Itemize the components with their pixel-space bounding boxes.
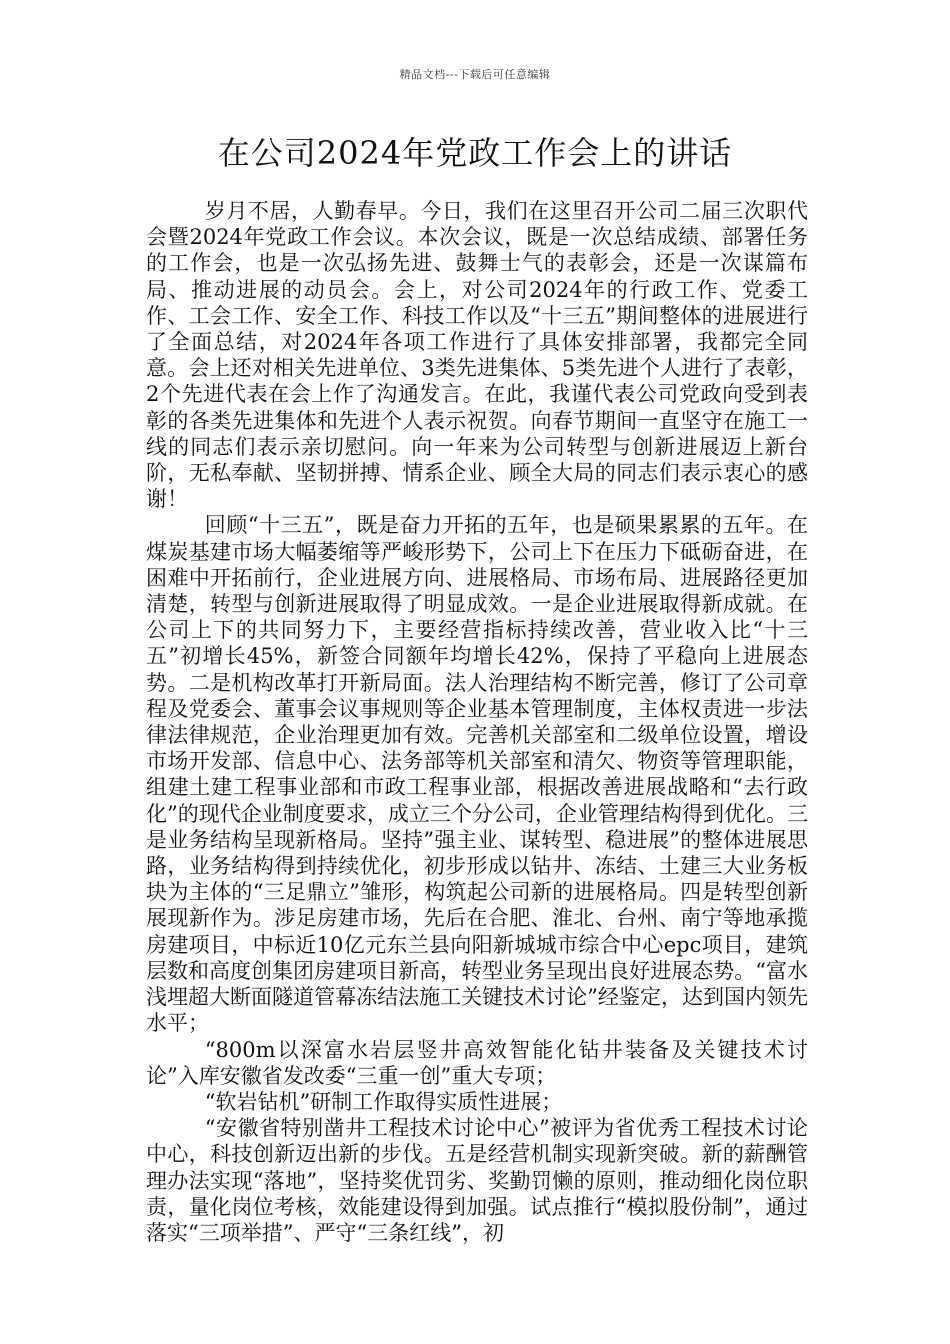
document-body — [146, 198, 808, 1246]
body-paragraph: “软岩钻机”研制工作取得实质性进展； — [204, 1089, 563, 1114]
body-paragraph: “安徽省特别凿井工程技术讨论中心”被评为省优秀工程技术讨论中心，科技创新迈出新的步伐。五是经营机制实现新突破。新的薪酬管理办法实现“落地”，坚持奖优罚劣、奖勤罚懒的原则，推动细化岗位职责，量化岗位考核，效能建设得到加强。试点推行“模拟股份制”，通过落实“三项举措”、严守“三条红线”，初 — [146, 1116, 808, 1245]
body-paragraph: 岁月不居，人勤春早。今日，我们在这里召开公司二届三次职代会暨2024年党政工作会议。本次会议，既是一次总结成绩、部署任务的工作会，也是一次弘扬先进、鼓舞士气的表彰会，还是一次谋篇布局、推动进展的动员会。会上，对公司2024年的行政工作、党委工作、工会工作、安全工作、科技工作以及“十三五”期间整体的进展进行了全面总结，对2024年各项工作进行了具体安排部署，我都完全同意。会上还对相关先进单位、3类先进集体、5类先进个人进行了表彰，2个先进代表在会上作了沟通发言。在此，我谨代表公司党政向受到表彰的各类先进集体和先进个人表示祝贺。向春节期间一直坚守在施工一线的同志们表示亲切慰问。向一年来为公司转型与创新进展迈上新台阶，无私奉献、坚韧拼搏、情系企业、顾全大局的同志们表示衷心的感谢！ — [146, 199, 808, 512]
body-paragraph: 回顾“十三五”，既是奋力开拓的五年，也是硕果累累的五年。在煤炭基建市场大幅萎缩等严峻形势下，公司上下在压力下砥砺奋进，在困难中开拓前行，企业进展方向、进展格局、市场布局、进展路径更加清楚，转型与创新进展取得了明显成效。一是企业进展取得新成就。在公司上下的共同努力下，主要经营指标持续改善，营业收入比“十三五”初增长45%，新签合同额年均增长42%，保持了平稳向上进展态势。二是机构改革打开新局面。法人治理结构不断完善，修订了公司章程及党委会、董事会议事规则等企业基本管理制度，主体权责进一步法律法律规范，企业治理更加有效。完善机关部室和二级单位设置，增设市场开发部、信息中心、法务部等机关部室和清欠、物资等管理职能，组建土建工程事业部和市政工程事业部，根据改善进展战略和“去行政化”的现代企业制度要求，成立三个分公司，企业管理结构得到优化。三是业务结构呈现新格局。坚持”强主业、谋转型、稳进展”的整体进展思路，业务结构得到持续优化，初步形成以钻井、冻结、土建三大业务板块为主体的“三足鼎立”雏形，构筑起公司新的进展格局。四是转型创新展现新作为。涉足房建市场，先后在合肥、淮北、台州、南宁等地承揽房建项目，中标近10亿元东兰县向阳新城城市综合中心epc项目，建筑层数和高度创集团房建项目新高，转型业务呈现出良好进展态势。“富水浅埋超大断面隧道管幕冻结法施工关键技术讨论”经鉴定，达到国内领先水平； — [146, 513, 808, 1036]
page-header-note: 精品文档---下载后可任意编辑 — [399, 68, 551, 81]
body-paragraph: “800m以深富水岩层竖井高效智能化钻井装备及关键技术讨论”入库安徽省发改委“三重一创”重大专项； — [146, 1037, 808, 1088]
document-title: 在公司2024年党政工作会上的讲话 — [217, 134, 733, 172]
